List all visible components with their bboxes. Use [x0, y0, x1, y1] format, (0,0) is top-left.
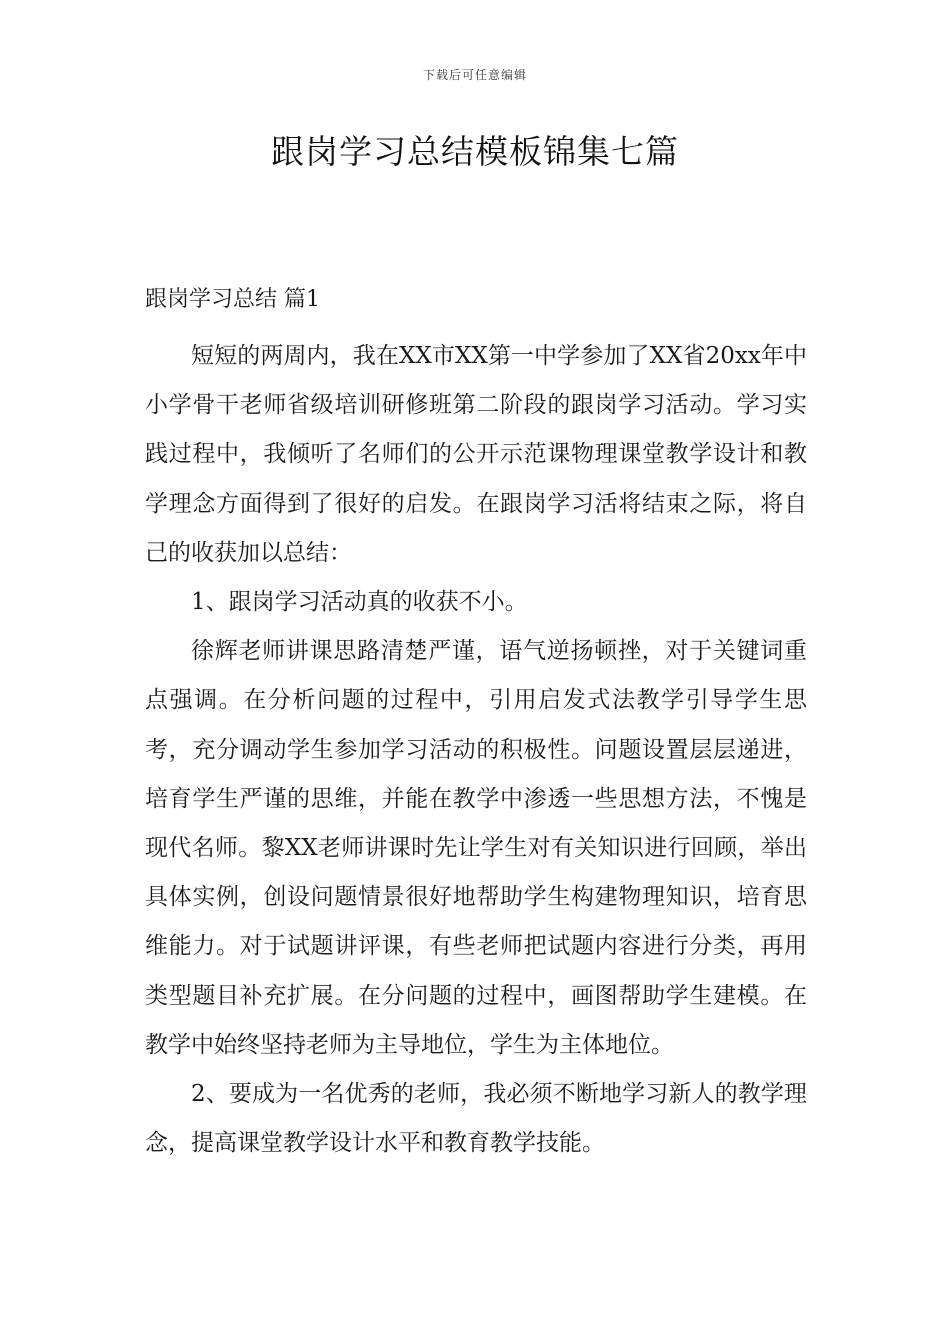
paragraph-intro: 短短的两周内，我在XX市XX第一中学参加了XX省20xx年中小学骨干老师省级培训研修班第二阶段的跟岗学习活动。学习实践过程中，我倾听了名师们的公开示范课物理课堂教学设计和教学理念方面得到了很好的启发。在跟岗学习活将结束之际，将自己的收获加以总结： [145, 343, 808, 566]
header-note: 下载后可任意编辑 [422, 68, 527, 82]
document-title: 跟岗学习总结模板锦集七篇 [271, 132, 679, 171]
paragraph-teacher-observations: 徐辉老师讲课思路清楚严谨，语气逆扬顿挫，对于关键词重点强调。在分析问题的过程中，引用启发式法教学引导学生思考，充分调动学生参加学习活动的积极性。问题设置层层递进，培育学生严谨的思维，并能在教学中渗透一些思想方法，不愧是现代名师。黎XX老师讲课时先让学生对有关知识进行回顾，举出具体实例，创设问题情景很好地帮助学生构建物理知识，培育思维能力。对于试题讲评课，有些老师把试题内容进行分类，再用类型题目补充扩展。在分问题的过程中，画图帮助学生建模。在教学中始终坚持老师为主导地位，学生为主体地位。 [145, 638, 807, 1058]
document-body [145, 332, 807, 1168]
paragraph-point-1: 1、跟岗学习活动真的收获不小。 [191, 589, 528, 616]
paragraph-point-2: 2、要成为一名优秀的老师，我必须不断地学习新人的教学理念，提高课堂教学设计水平和教育教学技能。 [145, 1081, 807, 1157]
section-heading: 跟岗学习总结 篇1 [145, 287, 320, 312]
